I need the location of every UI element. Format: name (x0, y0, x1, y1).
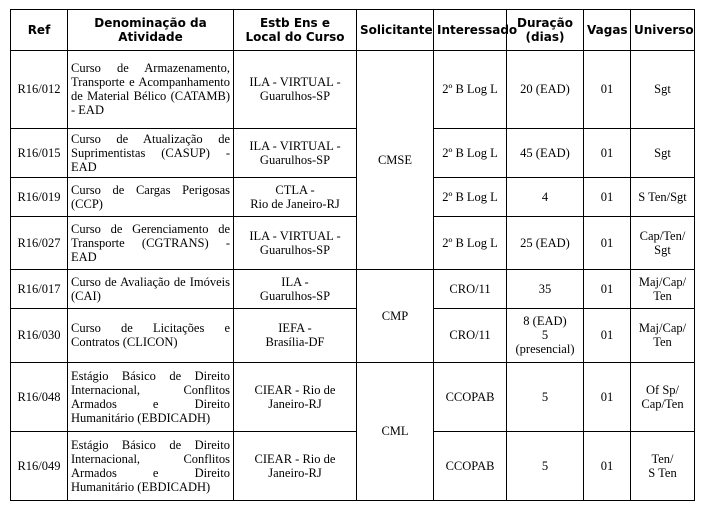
location-line: CTLA - (275, 183, 315, 198)
location-line: Janeiro-RJ (268, 396, 322, 411)
header-universe: Universo (631, 10, 695, 51)
duration-line: 20 (EAD) (520, 82, 570, 97)
vacancies-cell: 01 (584, 51, 631, 129)
table-row (11, 270, 695, 309)
location-line: ILA - VIRTUAL - (249, 138, 341, 153)
duration-line: 25 (EAD) (520, 236, 570, 251)
universe-line: Cap/Ten (641, 396, 684, 411)
universe-line: S Ten/Sgt (638, 190, 687, 205)
universe-cell (631, 309, 695, 362)
interested-cell: 2º B Log L (434, 217, 507, 270)
ref-cell: R16/017 (11, 270, 68, 309)
requester-cell: CMP (357, 270, 434, 362)
location-line: Brasília-DF (265, 335, 325, 350)
universe-line: Sgt (654, 82, 671, 97)
location-cell (234, 128, 357, 177)
vacancies-cell: 01 (584, 217, 631, 270)
vacancies-cell: 01 (584, 270, 631, 309)
vacancies-cell: 01 (584, 178, 631, 217)
activity-cell: Curso de Licitações e Contratos (CLICON) (68, 309, 234, 362)
ref-cell: R16/015 (11, 128, 68, 177)
activity-cell: Curso de Gerenciamento de Transporte (CGTRANS) - EAD (68, 217, 234, 270)
universe-cell (631, 362, 695, 432)
universe-cell (631, 217, 695, 270)
location-cell (234, 217, 357, 270)
location-line: IEFA - (278, 321, 312, 336)
duration-line: 4 (541, 190, 549, 205)
location-line: CIEAR - Rio de (254, 382, 336, 397)
vacancies-cell: 01 (584, 362, 631, 432)
table-row (11, 51, 695, 129)
location-cell (234, 432, 357, 501)
courses-table (10, 9, 695, 501)
interested-cell: CRO/11 (434, 309, 507, 362)
ref-cell: R16/049 (11, 432, 68, 501)
universe-line: S Ten (648, 466, 677, 481)
universe-line: Of Sp/ (646, 382, 679, 397)
header-row (11, 10, 695, 51)
location-line: Guarulhos-SP (259, 289, 331, 304)
location-cell (234, 362, 357, 432)
ref-cell: R16/012 (11, 51, 68, 129)
interested-cell: CCOPAB (434, 362, 507, 432)
duration-cell (507, 178, 584, 217)
interested-cell: CCOPAB (434, 432, 507, 501)
vacancies-cell: 01 (584, 128, 631, 177)
table-row (11, 178, 695, 217)
universe-cell (631, 51, 695, 129)
location-cell (234, 270, 357, 309)
duration-line: 5 (541, 389, 549, 404)
header-ref: Ref (11, 10, 68, 51)
activity-cell: Estágio Básico de Direito Internacional, Conflitos Armados e Direito Humanitário (EBDICADH) (68, 362, 234, 432)
duration-cell (507, 309, 584, 362)
duration-cell (507, 128, 584, 177)
location-line: CIEAR - Rio de (254, 452, 336, 467)
universe-line: Maj/Cap/ (638, 321, 687, 336)
location-line: Guarulhos-SP (259, 89, 331, 104)
location-line: Guarulhos-SP (259, 152, 331, 167)
header-activity: Denominação da Atividade (68, 10, 234, 51)
duration-cell (507, 362, 584, 432)
table-row (11, 217, 695, 270)
location-cell (234, 309, 357, 362)
header-interested: Interessado (434, 10, 507, 51)
location-line: Rio de Janeiro-RJ (250, 197, 340, 212)
duration-cell (507, 217, 584, 270)
activity-cell: Estágio Básico de Direito Internacional, Conflitos Armados e Direito Humanitário (EBDICADH) (68, 432, 234, 501)
table-row (11, 432, 695, 501)
universe-line: Ten (653, 335, 672, 350)
header-location (234, 10, 357, 51)
header-location-line1: Estb Ens e (259, 16, 331, 30)
header-duration (507, 10, 584, 51)
interested-cell: 2º B Log L (434, 51, 507, 129)
table-row (11, 128, 695, 177)
table-row (11, 362, 695, 432)
location-line: ILA - (281, 275, 309, 290)
requester-cell: CML (357, 362, 434, 500)
table-row (11, 309, 695, 362)
universe-line: Ten/ (651, 452, 674, 467)
ref-cell: R16/019 (11, 178, 68, 217)
interested-cell: 2º B Log L (434, 178, 507, 217)
ref-cell: R16/027 (11, 217, 68, 270)
duration-line: 45 (EAD) (520, 145, 570, 160)
location-line: Janeiro-RJ (268, 466, 322, 481)
duration-cell (507, 270, 584, 309)
header-duration-line2: (dias) (525, 30, 565, 44)
duration-line: (presencial) (515, 342, 575, 357)
location-cell (234, 51, 357, 129)
duration-line: 5 (541, 328, 549, 343)
universe-line: Sgt (654, 145, 671, 160)
activity-cell: Curso de Cargas Perigosas (CCP) (68, 178, 234, 217)
header-location-line2: Local do Curso (245, 30, 345, 44)
universe-line: Cap/Ten/ (639, 229, 686, 244)
universe-line: Sgt (654, 243, 671, 258)
universe-cell (631, 178, 695, 217)
requester-cell: CMSE (357, 51, 434, 270)
vacancies-cell: 01 (584, 432, 631, 501)
location-line: ILA - VIRTUAL - (249, 229, 341, 244)
interested-cell: CRO/11 (434, 270, 507, 309)
duration-line: 5 (541, 459, 549, 474)
activity-cell: Curso de Armazenamento, Transporte e Acompanhamento de Material Bélico (CATAMB) - EAD (68, 51, 234, 129)
activity-cell: Curso de Avaliação de Imóveis (CAI) (68, 270, 234, 309)
universe-cell (631, 432, 695, 501)
location-line: ILA - VIRTUAL - (249, 75, 341, 90)
activity-cell: Curso de Atualização de Suprimentistas (CASUP) - EAD (68, 128, 234, 177)
universe-cell (631, 128, 695, 177)
vacancies-cell: 01 (584, 309, 631, 362)
interested-cell: 2º B Log L (434, 128, 507, 177)
duration-cell (507, 432, 584, 501)
universe-cell (631, 270, 695, 309)
header-vacancies: Vagas (584, 10, 631, 51)
header-requester: Solicitante (357, 10, 434, 51)
location-line: Guarulhos-SP (259, 243, 331, 258)
ref-cell: R16/030 (11, 309, 68, 362)
duration-cell (507, 51, 584, 129)
duration-line: 35 (538, 282, 552, 297)
header-duration-line1: Duração (517, 16, 573, 30)
duration-line: 8 (EAD) (523, 314, 567, 329)
ref-cell: R16/048 (11, 362, 68, 432)
location-cell (234, 178, 357, 217)
universe-line: Ten (653, 289, 672, 304)
universe-line: Maj/Cap/ (638, 275, 687, 290)
